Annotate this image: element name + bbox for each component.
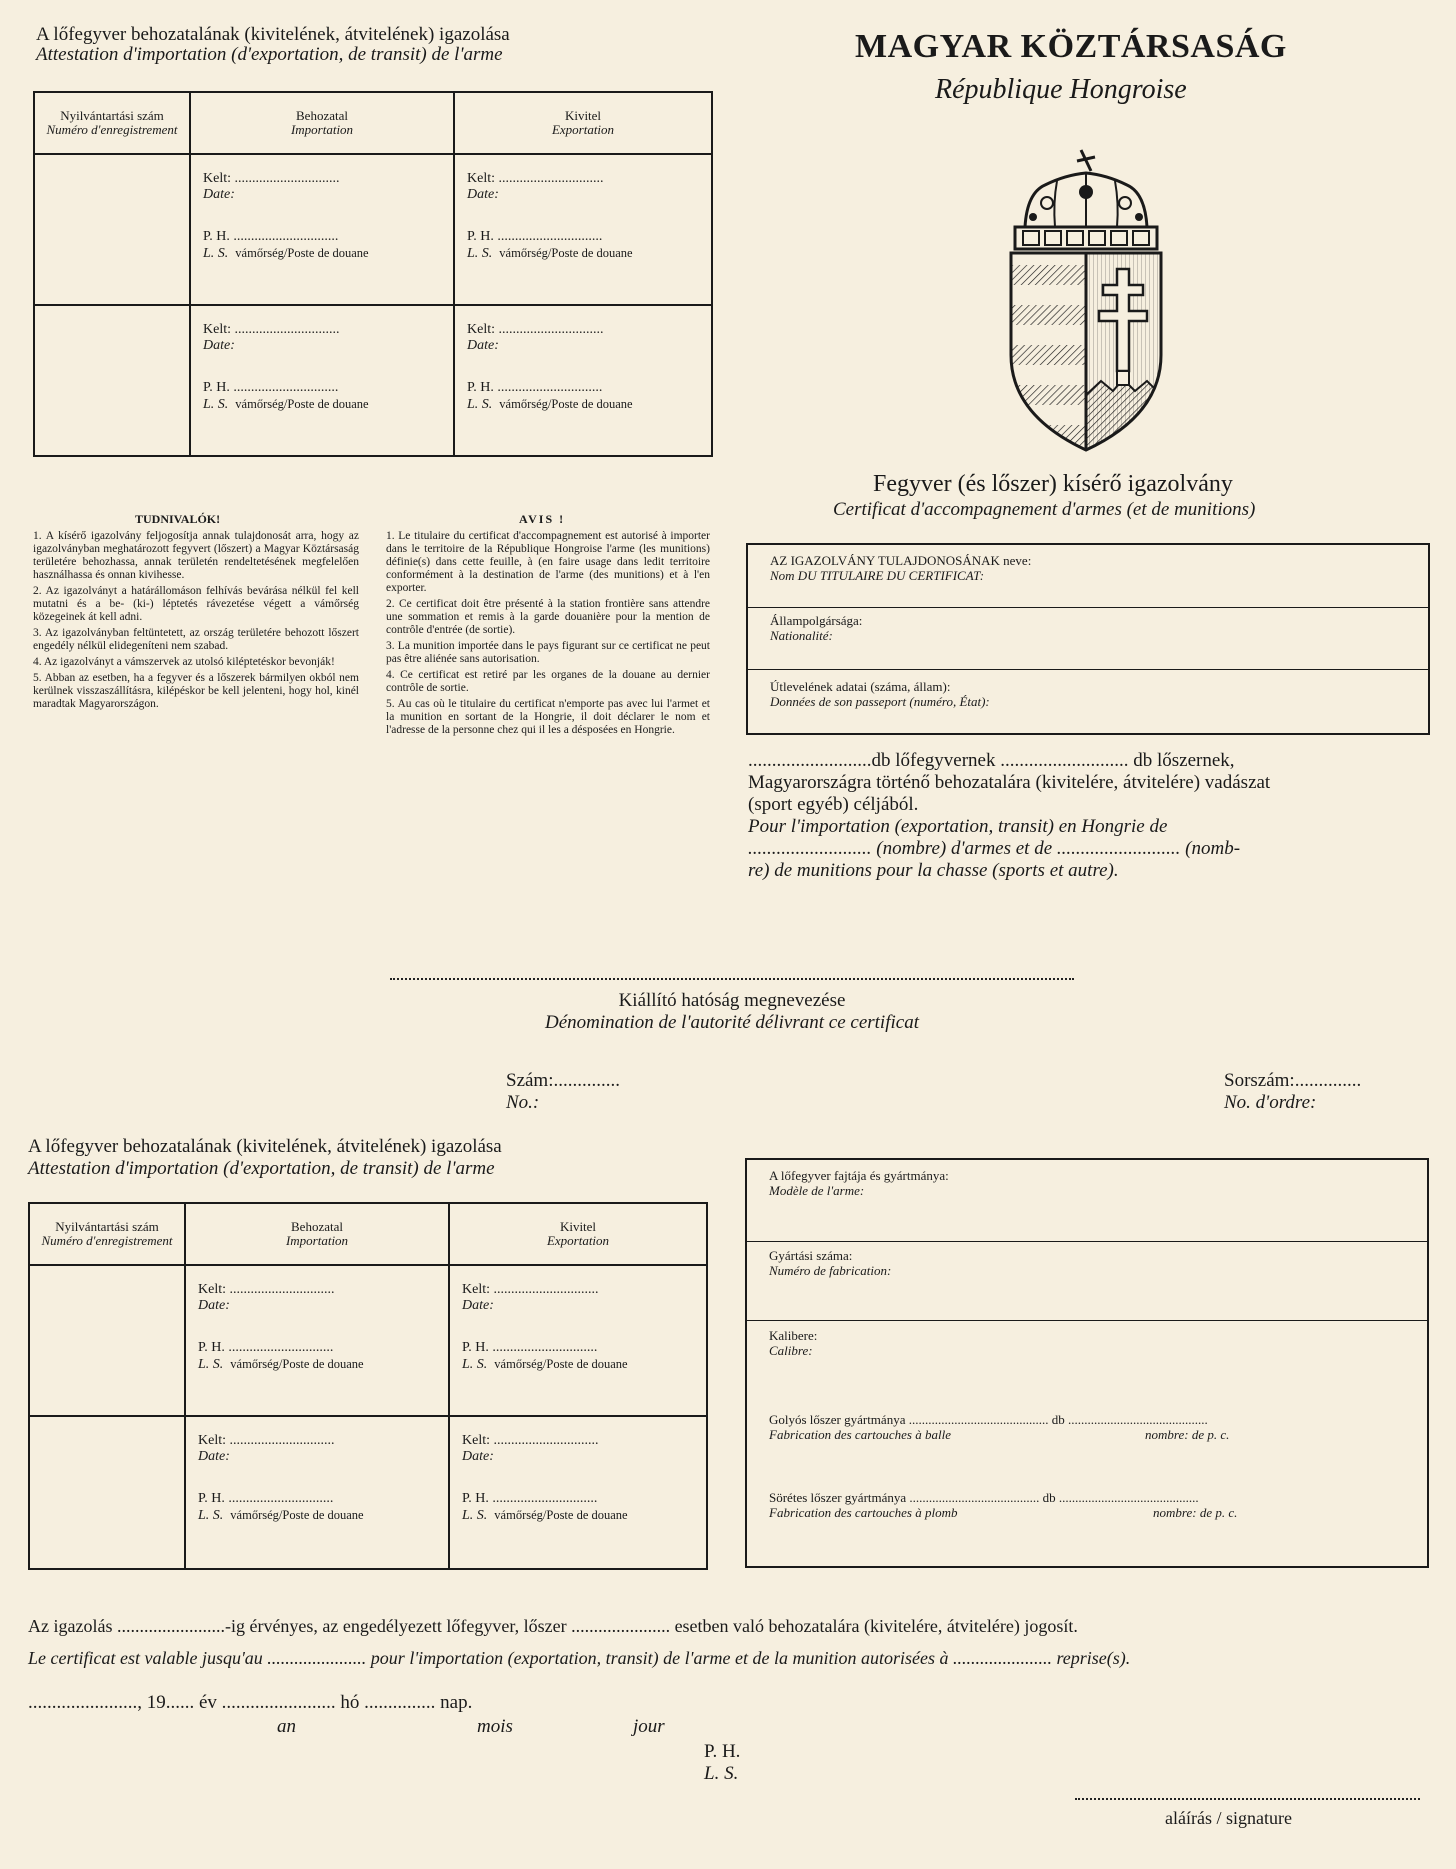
registration-cell[interactable] <box>34 305 190 456</box>
calibre-label-fr: Calibre: <box>769 1343 813 1358</box>
passport-label-fr: Données de son passeport (numéro, État): <box>770 694 990 709</box>
nationality-label-fr: Nationalité: <box>770 628 833 643</box>
import-stamp-cell[interactable] <box>185 1416 449 1569</box>
bottom-attestation-title-hu: A lőfegyver behozatalának (kivitelének, átvitelének) igazolása <box>28 1136 502 1157</box>
col-registration-hu: Nyilvántartási szám <box>60 108 164 123</box>
calibre-label-hu: Kalibere: <box>769 1328 818 1343</box>
issue-date-line[interactable]: ......................., 19...... év ........................ hó ............... nap. <box>28 1692 473 1713</box>
purpose-line: .......................... (nombre) d'armes et de .......................... (nomb- <box>748 838 1241 859</box>
republic-name-hu: MAGYAR KÖZTÁRSASÁG <box>855 28 1287 65</box>
col-registration-fr: Numéro d'enregistrement <box>41 1233 173 1248</box>
notes-fr-title: AVIS ! <box>519 512 566 526</box>
certificate-title-fr: Certificat d'accompagnement d'armes (et de munitions) <box>833 499 1256 520</box>
col-import-fr: Importation <box>290 122 354 137</box>
divider <box>748 607 1428 608</box>
holder-info-box <box>746 543 1430 735</box>
day-label-fr: jour <box>633 1716 665 1737</box>
signature-label: aláírás / signature <box>1165 1808 1292 1828</box>
note-item: 1. Le titulaire du certificat d'accompagnement est autorisé à importer dans le territoire de la République Hongroise l'arme (les munitions) définie(s) dans cette feuille, à (en faire usage dans ledit territoire conformément à la destination de l'arme (des munitions) et à l'en exporter. <box>386 530 710 594</box>
certificate-title-hu: Fegyver (és lőszer) kísérő igazolvány <box>873 471 1233 497</box>
signature-line[interactable] <box>1075 1798 1420 1800</box>
kelt-label: Kelt: .............................. <box>198 1282 335 1297</box>
ph-label: P. H. .............................. <box>462 1491 598 1506</box>
holder-name-label-fr: Nom DU TITULAIRE DU CERTIFICAT: <box>770 568 985 583</box>
kelt-label: Kelt: .............................. <box>203 322 340 337</box>
ls-label: L. S. <box>198 1508 224 1523</box>
notes-fr <box>386 530 710 740</box>
note-item: 3. Az igazolványban feltüntetett, az ország területére behozott lőszert engedély nélkül elidegeníteni nem szabad. <box>33 627 359 652</box>
holder-name-field[interactable] <box>770 553 1031 583</box>
export-stamp-cell[interactable] <box>454 305 712 456</box>
date-label: Date: <box>203 187 235 202</box>
purpose-line: (sport egyéb) céljából. <box>748 794 919 815</box>
weapon-info-box <box>745 1158 1429 1568</box>
date-label: Date: <box>467 338 499 353</box>
registration-cell[interactable] <box>34 154 190 305</box>
serial-order-label-fr: No. d'ordre: <box>1224 1092 1317 1113</box>
serial-number-label-fr: Numéro de fabrication: <box>769 1263 892 1278</box>
note-item: 4. Ce certificat est retiré par les organes de la douane au dernier contrôle de sortie. <box>386 669 710 694</box>
stamp-ls-label: L. S. <box>704 1763 739 1784</box>
note-item: 3. La munition importée dans le pays figurant sur ce certificat ne peut pas être aliénée sans autorisation. <box>386 640 710 665</box>
passport-field[interactable] <box>770 679 990 709</box>
validity-statement-hu: Az igazolás ........................-ig érvényes, az engedélyezett lőfegyver, lőszer ...................... esetben való behozatalára (kivitelére, átvitelére) jogosít. <box>28 1616 1078 1636</box>
export-stamp-cell[interactable] <box>449 1416 707 1569</box>
registration-cell[interactable] <box>29 1416 185 1569</box>
ph-label: P. H. .............................. <box>203 229 339 244</box>
col-registration-header <box>29 1203 185 1265</box>
customs-label: vámőrség/Poste de douane <box>499 246 633 260</box>
ph-label: P. H. .............................. <box>467 229 603 244</box>
customs-label: vámőrség/Poste de douane <box>235 397 369 411</box>
ball-cartridge-label-fr: Fabrication des cartouches à balle <box>769 1427 951 1442</box>
col-registration-header <box>34 92 190 154</box>
col-import-hu: Behozatal <box>291 1219 343 1234</box>
date-label: Date: <box>462 1298 494 1313</box>
date-label: Date: <box>198 1449 230 1464</box>
republic-name-fr: République Hongroise <box>935 74 1187 105</box>
ls-label: L. S. <box>467 397 493 412</box>
purpose-line: Pour l'importation (exportation, transit) en Hongrie de <box>748 816 1168 837</box>
import-stamp-cell[interactable] <box>190 154 454 305</box>
import-stamp-cell[interactable] <box>185 1265 449 1416</box>
divider <box>748 669 1428 670</box>
kelt-label: Kelt: .............................. <box>462 1282 599 1297</box>
date-label: Date: <box>198 1298 230 1313</box>
notes-hu-title: TUDNIVALÓK! <box>135 512 221 526</box>
kelt-label: Kelt: .............................. <box>462 1433 599 1448</box>
customs-label: vámőrség/Poste de douane <box>235 246 369 260</box>
col-export-header <box>454 92 712 154</box>
top-attestation-title-hu: A lőfegyver behozatalának (kivitelének, átvitelének) igazolása <box>36 24 510 45</box>
import-stamp-cell[interactable] <box>190 305 454 456</box>
note-item: 5. Abban az esetben, ha a fegyver és a lőszerek bármilyen okból nem kerülnek visszaszállításra, kilépéskor be kell jelenteni, hogy hol, kinél maradtak Magyarországon. <box>33 672 359 710</box>
authority-signature-line[interactable] <box>390 978 1074 980</box>
export-stamp-cell[interactable] <box>449 1265 707 1416</box>
bottom-attestation-table <box>28 1202 708 1570</box>
col-export-hu: Kivitel <box>559 1219 597 1234</box>
authority-label-hu: Kiállító hatóság megnevezése <box>618 990 846 1011</box>
col-import-hu: Behozatal <box>296 108 348 123</box>
col-export-header <box>449 1203 707 1265</box>
note-item: 1. A kísérő igazolvány feljogosítja annak tulajdonosát arra, hogy az igazolványban meghatározott fegyvert (lőszert) a Magyar Köztársaság területére behozhassa, annak területén rendeltetésének megfelelően használhassa és onnan kivihesse. <box>33 530 359 581</box>
number-field[interactable]: Szám:.............. <box>506 1070 620 1091</box>
date-label: Date: <box>467 187 499 202</box>
note-item: 5. Au cas où le titulaire du certificat n'emporte pas avec lui l'armet et la munition en sortant de la Hongrie, il doit déclarer le nom et l'adresse de la personne chez qui il les a désposées en Hongrie. <box>386 698 710 736</box>
notes-hu <box>33 530 359 714</box>
weapon-type-label-hu: A lőfegyver fajtája és gyártmánya: <box>769 1168 949 1183</box>
bottom-attestation-title-fr: Attestation d'importation (d'exportation, de transit) de l'arme <box>28 1158 495 1179</box>
kelt-label: Kelt: .............................. <box>203 171 340 186</box>
ph-label: P. H. .............................. <box>467 380 603 395</box>
export-stamp-cell[interactable] <box>454 154 712 305</box>
shot-cartridge-count-label: nombre: de p. c. <box>1153 1505 1238 1520</box>
month-label-fr: mois <box>477 1716 513 1737</box>
ball-cartridge-field[interactable] <box>769 1412 1409 1442</box>
passport-label-hu: Útlevelének adatai (száma, állam): <box>770 679 951 694</box>
purpose-line: ..........................db lőfegyvernek ........................... db lőszernek, <box>748 750 1235 771</box>
serial-number-label-hu: Gyártási száma: <box>769 1248 853 1263</box>
col-registration-hu: Nyilvántartási szám <box>55 1219 159 1234</box>
col-import-header <box>190 92 454 154</box>
weapon-type-label-fr: Modèle de l'arme: <box>769 1183 865 1198</box>
serial-number-field[interactable] <box>769 1248 891 1278</box>
divider <box>747 1241 1427 1242</box>
ls-label: L. S. <box>462 1357 488 1372</box>
kelt-label: Kelt: .............................. <box>467 171 604 186</box>
purpose-statement <box>748 750 1428 882</box>
ls-label: L. S. <box>198 1357 224 1372</box>
ball-cartridge-label-hu: Golyós lőszer gyártmánya ........................................... db ........................................... <box>769 1412 1208 1427</box>
weapon-type-field[interactable] <box>769 1168 949 1198</box>
shot-cartridge-label-fr: Fabrication des cartouches à plomb <box>769 1505 958 1520</box>
top-attestation-table <box>33 91 713 457</box>
customs-label: vámőrség/Poste de douane <box>230 1357 364 1371</box>
shot-cartridge-field[interactable] <box>769 1490 1409 1520</box>
col-export-fr: Exportation <box>546 1233 610 1248</box>
ls-label: L. S. <box>203 397 229 412</box>
ph-label: P. H. .............................. <box>462 1340 598 1355</box>
purpose-line: re) de munitions pour la chasse (sports et autre). <box>748 860 1119 881</box>
ls-label: L. S. <box>462 1508 488 1523</box>
customs-label: vámőrség/Poste de douane <box>494 1508 628 1522</box>
kelt-label: Kelt: .............................. <box>467 322 604 337</box>
col-import-header <box>185 1203 449 1265</box>
col-import-fr: Importation <box>285 1233 349 1248</box>
coat-of-arms-emblem <box>1005 145 1167 455</box>
note-item: 2. Az igazolványt a határállomáson felhívás bevárása nélkül fel kell mutatni és a be- (ki-) léptetés rávezetése végett a vámőrség közegeinek át kell adni. <box>33 585 359 623</box>
nationality-field[interactable] <box>770 613 862 643</box>
ls-label: L. S. <box>203 246 229 261</box>
note-item: 4. Az igazolványt a vámszervek az utolsó kiléptetéskor bevonják! <box>33 656 335 668</box>
col-export-fr: Exportation <box>551 122 615 137</box>
date-label: Date: <box>462 1449 494 1464</box>
ball-cartridge-count-label: nombre: de p. c. <box>1145 1427 1230 1442</box>
validity-statement-fr: Le certificat est valable jusqu'au ...................... pour l'importation (exportation, transit) de l'arme et de la munition autorisées à ...................... reprise(s). <box>28 1648 1131 1668</box>
customs-label: vámőrség/Poste de douane <box>230 1508 364 1522</box>
customs-label: vámőrség/Poste de douane <box>499 397 633 411</box>
col-registration-fr: Numéro d'enregistrement <box>46 122 178 137</box>
nationality-label-hu: Állampolgársága: <box>770 613 863 628</box>
kelt-label: Kelt: .............................. <box>198 1433 335 1448</box>
top-attestation-title-fr: Attestation d'importation (d'exportation, de transit) de l'arme <box>36 44 503 65</box>
authority-label-fr: Dénomination de l'autorité délivrant ce certificat <box>545 1012 919 1033</box>
number-label-fr: No.: <box>506 1092 540 1113</box>
ls-label: L. S. <box>467 246 493 261</box>
purpose-line: Magyarországra történő behozatalára (kivitelére, átvitelére) vadászat <box>748 772 1271 793</box>
year-label-fr: an <box>277 1716 296 1737</box>
customs-label: vámőrség/Poste de douane <box>494 1357 628 1371</box>
ph-label: P. H. .............................. <box>203 380 339 395</box>
col-export-hu: Kivitel <box>564 108 602 123</box>
ph-label: P. H. .............................. <box>198 1491 334 1506</box>
stamp-ph-label: P. H. <box>704 1741 741 1762</box>
calibre-field[interactable] <box>769 1328 817 1358</box>
shot-cartridge-label-hu: Sörétes lőszer gyártmánya ........................................ db ........................................... <box>769 1490 1199 1505</box>
serial-order-field[interactable]: Sorszám:.............. <box>1224 1070 1362 1091</box>
note-item: 2. Ce certificat doit être présenté à la station frontière sans attendre une sommation et remis à la garde douanière pour la mention de contrôle d'entrée (de sortie). <box>386 598 710 636</box>
registration-cell[interactable] <box>29 1265 185 1416</box>
divider <box>747 1320 1427 1321</box>
date-label: Date: <box>203 338 235 353</box>
holder-name-label-hu: AZ IGAZOLVÁNY TULAJDONOSÁNAK neve: <box>770 553 1032 568</box>
ph-label: P. H. .............................. <box>198 1340 334 1355</box>
